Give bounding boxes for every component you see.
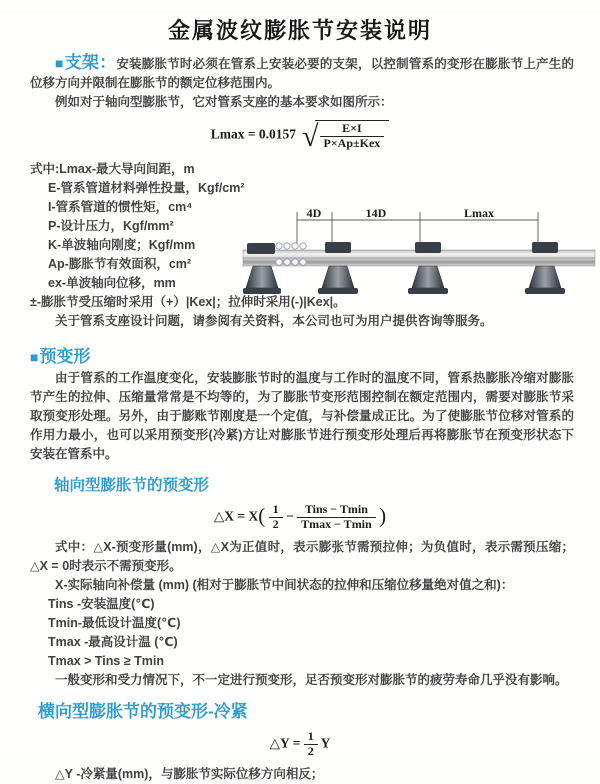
formula-lhs: △X = X	[213, 508, 259, 524]
document-page	[0, 14, 600, 781]
subheading-lateral-preform: 横向型膨胀节的预变形-冷紧	[38, 701, 248, 721]
fraction-numerator: Tins − Tmin	[297, 503, 376, 518]
section-heading-support	[55, 53, 116, 72]
formula-lhs: Lmax = 0.0157	[210, 126, 297, 142]
fraction-half	[304, 730, 318, 759]
variable-line: P-设计压力，Kgf/mm²	[48, 219, 174, 234]
open-paren: (	[258, 503, 266, 528]
section-heading-preform-label: 预变形	[39, 347, 91, 367]
dim-label-4d: 4D	[306, 206, 322, 220]
fraction-denominator: P×Ap±Kex	[323, 135, 381, 150]
minus-sign: −	[285, 508, 294, 524]
dim-label-14d: 14D	[365, 206, 387, 220]
variable-line: Ap-膨胀节有效面积，cm²	[48, 257, 192, 272]
formula-lhs: △Y =	[269, 735, 301, 751]
fraction	[320, 122, 385, 151]
variable-line: I-管系管道的惯性矩，cm⁴	[48, 200, 193, 215]
plus-minus-note: ±-膨胀节受压缩时采用（+）|Kex|；拉伸时采用(-)|Kex|。	[30, 295, 346, 310]
axial-preform-formula	[0, 503, 600, 532]
variable-line: 式中:Lmax-最大导向间距，m	[30, 162, 195, 177]
fraction-numerator: 1	[304, 730, 318, 745]
lateral-preform-formula	[0, 730, 600, 759]
preform-paragraph: 由于管系的工作温度变化，安装膨胀节时的温度与工作时的温度不同，管系热膨胀冷缩对膨胀节产生的拉伸、压缩量常常是不均等的，为了膨胀节变形范围控制在额定范围内，需要对膨胀节采取预变形处理。另外，由于膨账节刚度是一个定值，与补偿量成正比。为了使膨胀节位移对管系的作用力最小，也可以采用预变形(冷紧)方让对膨胀节进行预变形处理后再将膨胀节在预变形状态下安装在管系中。	[30, 371, 574, 462]
fraction-numerator: E×I	[320, 122, 385, 137]
temperature-line: Tins -安装温度(℃)	[48, 596, 155, 611]
support-paragraph	[30, 53, 574, 93]
support-paragraph-text: 安装膨胀节时必须在管系上安装必要的支架，以控制管系的变形在膨胀节上产生的位移方向并限制在膨胀节的额定位移范围内。	[30, 57, 574, 90]
fraction-half	[269, 503, 283, 532]
radicand	[315, 120, 390, 151]
close-paren: )	[379, 503, 387, 528]
fraction-denominator: 2	[307, 743, 314, 758]
page-title: 金属波纹膨胀节安装说明	[167, 18, 432, 43]
variable-line: ex-单波轴向位移，mm	[48, 276, 176, 291]
support-example-line: 例如对于轴向型膨胀节，它对管系支座的基本要求如图所示：	[55, 95, 393, 109]
temperature-definitions	[48, 595, 600, 671]
dim-label-lmax: Lmax	[464, 206, 494, 220]
subheading-axial-preform: 轴向型膨胀节的预变形	[54, 477, 210, 495]
axial-note-3: 一般变形和受力情况下，不一定进行预变形，足否预变形对膨胀节的疲劳寿命几乎没有影响。	[55, 672, 568, 687]
temperature-line: Tmax -最高设计温 (℃)	[48, 634, 178, 649]
lateral-note: △Y -冷紧量(mm)，与膨胀节实际位移方向相反；	[55, 766, 324, 781]
pipe-support-diagram	[243, 204, 595, 306]
variable-line: E-管系管道材料弹性投量，Kgf/cm²	[48, 181, 245, 196]
section-marker-square-icon: ■	[55, 55, 64, 71]
fraction-numerator: 1	[269, 503, 283, 518]
sqrt-radical-sign: √	[302, 120, 319, 154]
guide-spacing-formula	[0, 120, 600, 154]
section-marker-square-icon: ■	[30, 349, 39, 366]
fraction-denominator: Tmax − Tmin	[301, 517, 372, 532]
formula-rhs: Y	[320, 735, 331, 751]
axial-note-2: X-实际轴向补偿量 (mm) (相对于膨胀节中间状态的拉伸和压缩位移量绝对值之和)：	[55, 577, 514, 592]
variable-line: K-单波轴向刚度；Kgf/mm	[48, 238, 196, 253]
section-heading-preform	[30, 342, 570, 367]
section-heading-support-label: 支架：	[64, 53, 117, 72]
fraction-temperature	[297, 503, 376, 532]
fraction-denominator: 2	[272, 517, 279, 532]
temperature-line: Tmin-最低设计温度(℃)	[48, 615, 181, 630]
axial-note-1: 式中：△X-预变形量(mm)，△X为正值时，表示膨张节需预拉伸；为负值时，表示需预压缩；△X = 0时表示不需预变形。	[30, 539, 574, 573]
support-footer-note: 关于管系支座设计问题，请参阅有关资料，本公司也可为用户提供咨询等服务。	[55, 314, 493, 329]
temperature-line: Tmax > Tins ≥ Tmin	[48, 653, 165, 668]
